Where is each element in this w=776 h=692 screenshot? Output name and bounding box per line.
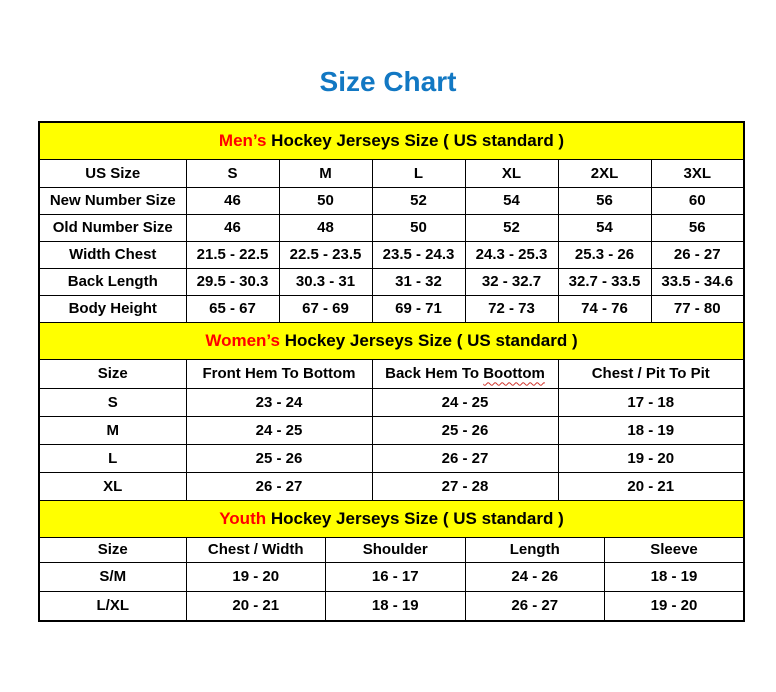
- mens-title-text: Hockey Jerseys Size ( US standard ): [266, 131, 565, 151]
- cell: 24 - 26: [465, 563, 605, 592]
- cell: 32.7 - 33.5: [558, 269, 651, 296]
- womens-section-title: [39, 323, 744, 360]
- cell: 26 - 27: [465, 592, 605, 622]
- cell: 69 - 71: [372, 296, 465, 323]
- cell: 46: [186, 215, 279, 242]
- cell: 20 - 21: [558, 473, 744, 501]
- row-label: New Number Size: [39, 188, 186, 215]
- column-header: Front Hem To Bottom: [186, 360, 372, 389]
- womens-title-text: Hockey Jerseys Size ( US standard ): [279, 331, 578, 351]
- cell: 16 - 17: [326, 563, 466, 592]
- row-label: S: [39, 389, 186, 417]
- size-chart-table: [38, 121, 745, 622]
- youth-title-text: Hockey Jerseys Size ( US standard ): [266, 509, 564, 529]
- row-label: S/M: [39, 563, 186, 592]
- column-header: M: [279, 160, 372, 188]
- column-header: Size: [39, 538, 186, 563]
- column-header-text: Back Hem To: [385, 365, 484, 383]
- cell: 25 - 26: [372, 417, 558, 445]
- table-row: [39, 417, 744, 445]
- row-label: Body Height: [39, 296, 186, 323]
- cell: 60: [651, 188, 744, 215]
- column-header: Chest / Width: [186, 538, 326, 563]
- cell: 72 - 73: [465, 296, 558, 323]
- mens-section-header-row: [39, 122, 744, 160]
- cell: 25 - 26: [186, 445, 372, 473]
- column-header: Length: [465, 538, 605, 563]
- cell: 19 - 20: [558, 445, 744, 473]
- cell: 48: [279, 215, 372, 242]
- cell: 24.3 - 25.3: [465, 242, 558, 269]
- cell: 22.5 - 23.5: [279, 242, 372, 269]
- cell: 50: [279, 188, 372, 215]
- cell: 27 - 28: [372, 473, 558, 501]
- row-label: Old Number Size: [39, 215, 186, 242]
- table-row: [39, 296, 744, 323]
- cell: 18 - 19: [605, 563, 745, 592]
- table-row: [39, 242, 744, 269]
- womens-accent-text: Women’s: [205, 331, 280, 351]
- column-header: XL: [465, 160, 558, 188]
- cell: 52: [465, 215, 558, 242]
- cell: 77 - 80: [651, 296, 744, 323]
- table-row: [39, 389, 744, 417]
- row-label: M: [39, 417, 186, 445]
- column-header: Shoulder: [326, 538, 466, 563]
- mens-section-title: [39, 122, 744, 160]
- row-label: L/XL: [39, 592, 186, 622]
- table-row: [39, 188, 744, 215]
- cell: 32 - 32.7: [465, 269, 558, 296]
- table-row: [39, 473, 744, 501]
- cell: 17 - 18: [558, 389, 744, 417]
- cell: 30.3 - 31: [279, 269, 372, 296]
- cell: 52: [372, 188, 465, 215]
- row-label: XL: [39, 473, 186, 501]
- youth-section-header-row: [39, 501, 744, 538]
- row-label: L: [39, 445, 186, 473]
- page-title: Size Chart: [319, 66, 457, 97]
- column-header: 3XL: [651, 160, 744, 188]
- column-header: US Size: [39, 160, 186, 188]
- youth-section-title: [39, 501, 744, 538]
- row-label: Back Length: [39, 269, 186, 296]
- column-header: L: [372, 160, 465, 188]
- cell: 65 - 67: [186, 296, 279, 323]
- cell: 26 - 27: [651, 242, 744, 269]
- table-row: [39, 445, 744, 473]
- column-header: Chest / Pit To Pit: [558, 360, 744, 389]
- cell: 24 - 25: [186, 417, 372, 445]
- table-row: [39, 215, 744, 242]
- cell: 56: [558, 188, 651, 215]
- cell: 26 - 27: [372, 445, 558, 473]
- table-row: [39, 563, 744, 592]
- cell: 29.5 - 30.3: [186, 269, 279, 296]
- cell: 67 - 69: [279, 296, 372, 323]
- mens-accent-text: Men’s: [218, 131, 267, 151]
- cell: 18 - 19: [558, 417, 744, 445]
- column-header: [372, 360, 558, 389]
- table-row: [39, 592, 744, 622]
- cell: 46: [186, 188, 279, 215]
- cell: 23.5 - 24.3: [372, 242, 465, 269]
- cell: 33.5 - 34.6: [651, 269, 744, 296]
- cell: 56: [651, 215, 744, 242]
- column-header: Size: [39, 360, 186, 389]
- cell: 18 - 19: [326, 592, 466, 622]
- youth-column-header-row: [39, 538, 744, 563]
- cell: 50: [372, 215, 465, 242]
- column-header: 2XL: [558, 160, 651, 188]
- womens-section-header-row: [39, 323, 744, 360]
- cell: 19 - 20: [186, 563, 326, 592]
- cell: 23 - 24: [186, 389, 372, 417]
- cell: 20 - 21: [186, 592, 326, 622]
- cell: 54: [465, 188, 558, 215]
- cell: 31 - 32: [372, 269, 465, 296]
- mens-column-header-row: [39, 160, 744, 188]
- cell: 19 - 20: [605, 592, 745, 622]
- row-label: Width Chest: [39, 242, 186, 269]
- column-header: Sleeve: [605, 538, 745, 563]
- womens-column-header-row: [39, 360, 744, 389]
- cell: 21.5 - 22.5: [186, 242, 279, 269]
- cell: 26 - 27: [186, 473, 372, 501]
- cell: 54: [558, 215, 651, 242]
- column-header: S: [186, 160, 279, 188]
- table-row: [39, 269, 744, 296]
- youth-accent-text: Youth: [219, 509, 267, 529]
- cell: 25.3 - 26: [558, 242, 651, 269]
- misspelled-word-with-spellcheck-underline: Boottom: [483, 365, 545, 383]
- cell: 74 - 76: [558, 296, 651, 323]
- cell: 24 - 25: [372, 389, 558, 417]
